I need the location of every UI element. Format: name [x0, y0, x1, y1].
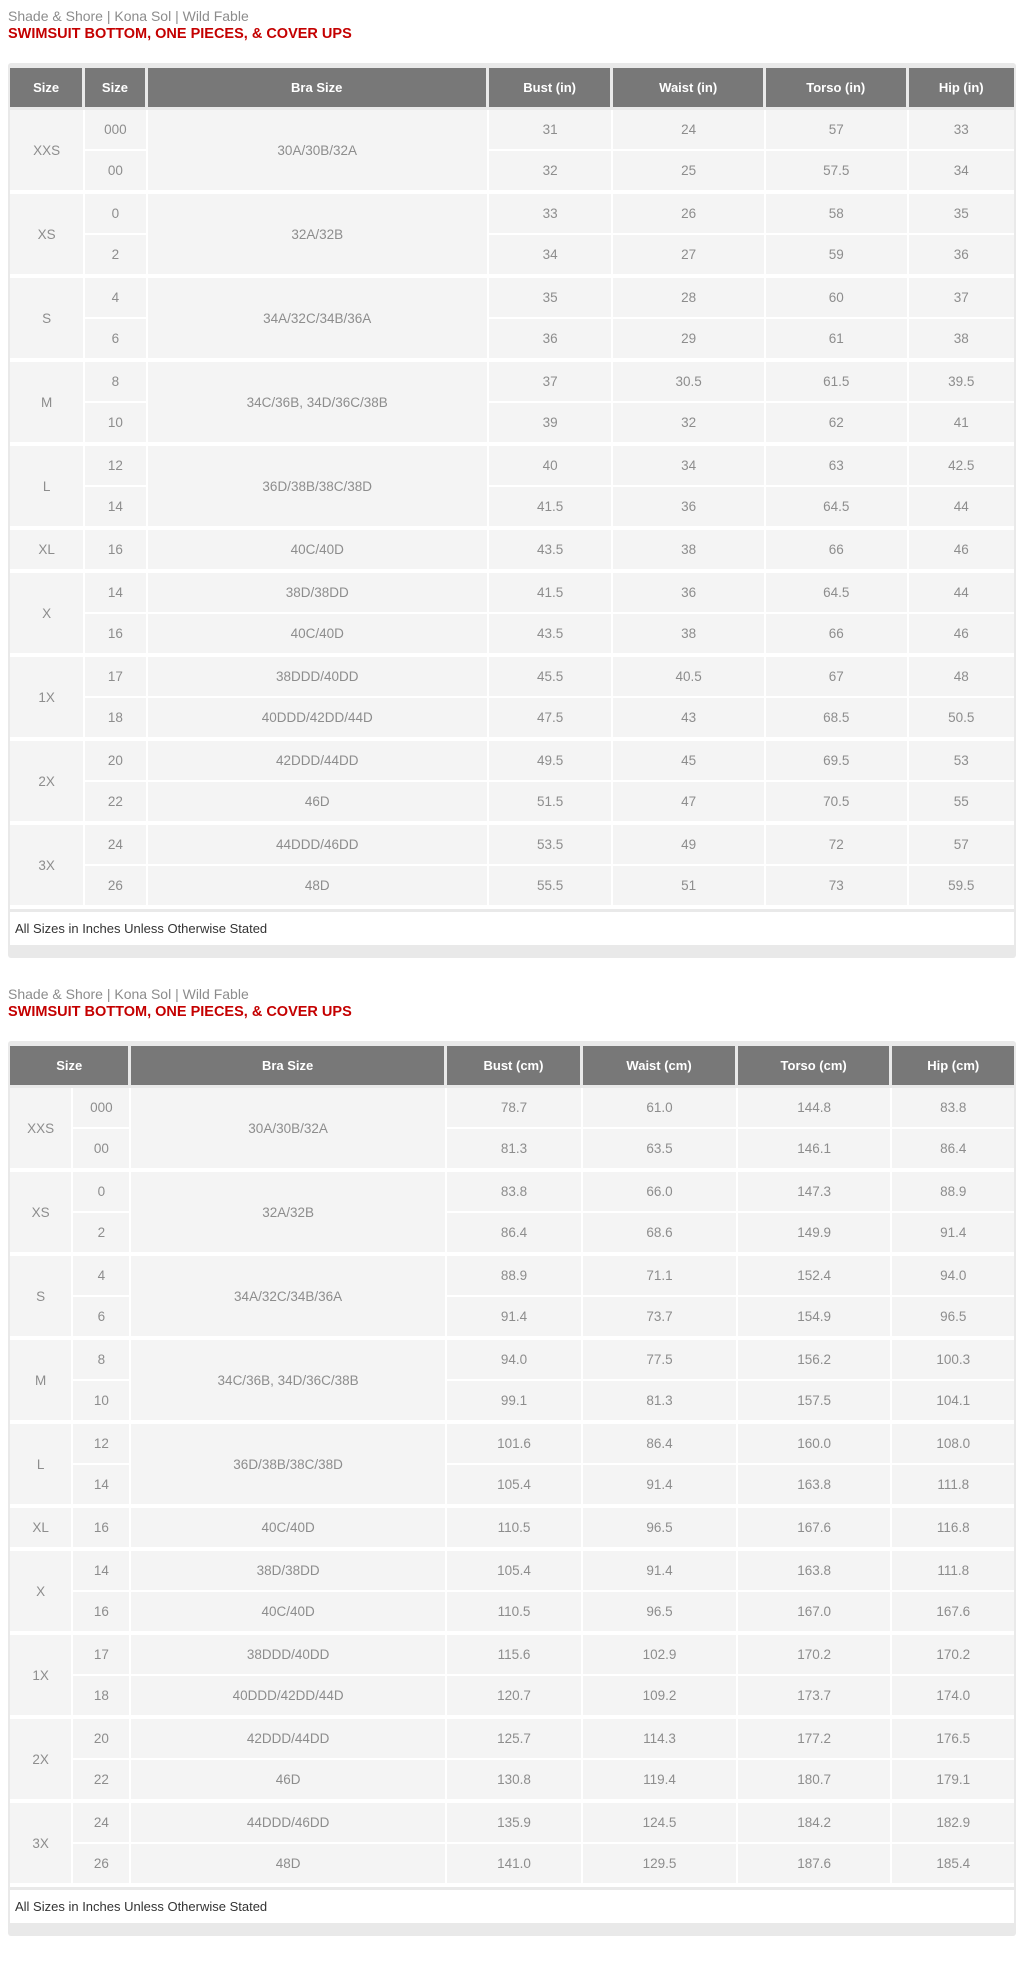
size-row [10, 1551, 1014, 1592]
hip-cell: 179.1 [892, 1760, 1014, 1803]
footer-note: All Sizes in Inches Unless Otherwise Stated [10, 1890, 1014, 1923]
waist-cell: 124.5 [583, 1803, 738, 1844]
numeric-size-cell: 16 [73, 1592, 131, 1635]
waist-cell: 73.7 [583, 1297, 738, 1340]
size-row [10, 1592, 1014, 1635]
bra-size-cell: 48D [131, 1844, 446, 1887]
bust-cell: 40 [489, 446, 613, 487]
torso-cell: 61.5 [766, 362, 909, 403]
column-header: Bra Size [148, 68, 489, 110]
size-row [10, 614, 1014, 657]
bust-cell: 110.5 [447, 1508, 584, 1551]
waist-cell: 28 [613, 278, 766, 319]
size-row [10, 825, 1014, 866]
numeric-size-cell: 22 [73, 1760, 131, 1803]
bust-cell: 43.5 [489, 530, 613, 573]
hip-cell: 83.8 [892, 1088, 1014, 1129]
waist-cell: 29 [613, 319, 766, 362]
torso-cell: 149.9 [738, 1213, 893, 1256]
size-group-cell: 3X [10, 825, 85, 909]
numeric-size-cell: 2 [85, 235, 147, 278]
torso-cell: 187.6 [738, 1844, 893, 1887]
waist-cell: 66.0 [583, 1172, 738, 1213]
bra-size-cell: 46D [148, 782, 489, 825]
bust-cell: 32 [489, 151, 613, 194]
torso-cell: 64.5 [766, 573, 909, 614]
numeric-size-cell: 000 [73, 1088, 131, 1129]
column-header: Bra Size [131, 1046, 446, 1088]
size-group-cell: 3X [10, 1803, 73, 1887]
numeric-size-cell: 18 [85, 698, 147, 741]
size-group-cell: M [10, 362, 85, 446]
bust-cell: 36 [489, 319, 613, 362]
size-row [10, 698, 1014, 741]
column-header: Hip (cm) [892, 1046, 1014, 1088]
size-row [10, 362, 1014, 403]
waist-cell: 114.3 [583, 1719, 738, 1760]
brand-line: Shade & Shore | Kona Sol | Wild Fable [8, 986, 249, 1002]
numeric-size-cell: 6 [85, 319, 147, 362]
torso-cell: 146.1 [738, 1129, 893, 1172]
torso-cell: 67 [766, 657, 909, 698]
bust-cell: 83.8 [447, 1172, 584, 1213]
size-row [10, 657, 1014, 698]
waist-cell: 61.0 [583, 1088, 738, 1129]
bust-cell: 88.9 [447, 1256, 584, 1297]
bust-cell: 141.0 [447, 1844, 584, 1887]
bra-size-cell: 44DDD/46DD [148, 825, 489, 866]
column-header: Waist (in) [613, 68, 766, 110]
hip-cell: 167.6 [892, 1592, 1014, 1635]
bust-cell: 130.8 [447, 1760, 584, 1803]
torso-cell: 57.5 [766, 151, 909, 194]
size-row [10, 1424, 1014, 1465]
torso-cell: 144.8 [738, 1088, 893, 1129]
hip-cell: 100.3 [892, 1340, 1014, 1381]
waist-cell: 38 [613, 530, 766, 573]
hip-cell: 174.0 [892, 1676, 1014, 1719]
bra-size-cell: 48D [148, 866, 489, 909]
bust-cell: 41.5 [489, 487, 613, 530]
hip-cell: 34 [909, 151, 1014, 194]
waist-cell: 91.4 [583, 1465, 738, 1508]
numeric-size-cell: 16 [85, 530, 147, 573]
size-row [10, 446, 1014, 487]
hip-cell: 38 [909, 319, 1014, 362]
bra-size-cell: 40C/40D [148, 614, 489, 657]
bra-size-cell: 36D/38B/38C/38D [131, 1424, 446, 1508]
bust-cell: 55.5 [489, 866, 613, 909]
size-row [10, 1635, 1014, 1676]
size-row [10, 1256, 1014, 1297]
size-group-cell: X [10, 573, 85, 657]
table-panel-cm [8, 1041, 1016, 1936]
size-chart-section-cm [8, 986, 1016, 1936]
waist-cell: 49 [613, 825, 766, 866]
hip-cell: 44 [909, 487, 1014, 530]
torso-cell: 73 [766, 866, 909, 909]
torso-cell: 61 [766, 319, 909, 362]
hip-cell: 53 [909, 741, 1014, 782]
waist-cell: 91.4 [583, 1551, 738, 1592]
bust-cell: 78.7 [447, 1088, 584, 1129]
numeric-size-cell: 4 [85, 278, 147, 319]
hip-cell: 55 [909, 782, 1014, 825]
hip-cell: 104.1 [892, 1381, 1014, 1424]
bra-size-cell: 40C/40D [148, 530, 489, 573]
torso-cell: 66 [766, 530, 909, 573]
numeric-size-cell: 20 [85, 741, 147, 782]
hip-cell: 94.0 [892, 1256, 1014, 1297]
size-row [10, 110, 1014, 151]
size-group-cell: X [10, 1551, 73, 1635]
hip-cell: 37 [909, 278, 1014, 319]
numeric-size-cell: 10 [73, 1381, 131, 1424]
hip-cell: 185.4 [892, 1844, 1014, 1887]
waist-cell: 38 [613, 614, 766, 657]
bust-cell: 33 [489, 194, 613, 235]
bra-size-cell: 40C/40D [131, 1508, 446, 1551]
torso-cell: 66 [766, 614, 909, 657]
size-group-cell: 1X [10, 657, 85, 741]
bust-cell: 115.6 [447, 1635, 584, 1676]
waist-cell: 68.6 [583, 1213, 738, 1256]
numeric-size-cell: 000 [85, 110, 147, 151]
hip-cell: 176.5 [892, 1719, 1014, 1760]
size-row [10, 278, 1014, 319]
waist-cell: 77.5 [583, 1340, 738, 1381]
waist-cell: 81.3 [583, 1381, 738, 1424]
waist-cell: 109.2 [583, 1676, 738, 1719]
size-row [10, 1172, 1014, 1213]
torso-cell: 177.2 [738, 1719, 893, 1760]
hip-cell: 108.0 [892, 1424, 1014, 1465]
size-group-cell: M [10, 1340, 73, 1424]
size-group-cell: XL [10, 1508, 73, 1551]
torso-cell: 167.0 [738, 1592, 893, 1635]
numeric-size-cell: 14 [85, 487, 147, 530]
numeric-size-cell: 14 [73, 1465, 131, 1508]
bust-cell: 31 [489, 110, 613, 151]
size-row [10, 866, 1014, 909]
torso-cell: 147.3 [738, 1172, 893, 1213]
size-group-cell: L [10, 446, 85, 530]
bra-size-cell: 38D/38DD [148, 573, 489, 614]
waist-cell: 40.5 [613, 657, 766, 698]
waist-cell: 102.9 [583, 1635, 738, 1676]
size-row [10, 1340, 1014, 1381]
waist-cell: 32 [613, 403, 766, 446]
bust-cell: 51.5 [489, 782, 613, 825]
size-group-cell: S [10, 278, 85, 362]
torso-cell: 58 [766, 194, 909, 235]
column-header: Size [10, 68, 85, 110]
bust-cell: 99.1 [447, 1381, 584, 1424]
bust-cell: 53.5 [489, 825, 613, 866]
waist-cell: 96.5 [583, 1508, 738, 1551]
hip-cell: 39.5 [909, 362, 1014, 403]
torso-cell: 173.7 [738, 1676, 893, 1719]
chart-title: SWIMSUIT BOTTOM, ONE PIECES, & COVER UPS [8, 26, 352, 42]
waist-cell: 45 [613, 741, 766, 782]
size-group-cell: XS [10, 194, 85, 278]
size-row [10, 573, 1014, 614]
hip-cell: 91.4 [892, 1213, 1014, 1256]
bra-size-cell: 40C/40D [131, 1592, 446, 1635]
size-row [10, 1508, 1014, 1551]
hip-cell: 111.8 [892, 1551, 1014, 1592]
bra-size-cell: 38D/38DD [131, 1551, 446, 1592]
numeric-size-cell: 24 [85, 825, 147, 866]
bust-cell: 125.7 [447, 1719, 584, 1760]
torso-cell: 63 [766, 446, 909, 487]
hip-cell: 170.2 [892, 1635, 1014, 1676]
chart-title: SWIMSUIT BOTTOM, ONE PIECES, & COVER UPS [8, 1004, 352, 1020]
waist-cell: 86.4 [583, 1424, 738, 1465]
size-row [10, 782, 1014, 825]
torso-cell: 157.5 [738, 1381, 893, 1424]
numeric-size-cell: 12 [85, 446, 147, 487]
torso-cell: 167.6 [738, 1508, 893, 1551]
bra-size-cell: 34A/32C/34B/36A [131, 1256, 446, 1340]
size-row [10, 1803, 1014, 1844]
numeric-size-cell: 10 [85, 403, 147, 446]
size-group-cell: 2X [10, 1719, 73, 1803]
torso-cell: 163.8 [738, 1551, 893, 1592]
size-group-cell: L [10, 1424, 73, 1508]
waist-cell: 36 [613, 487, 766, 530]
size-group-cell: S [10, 1256, 73, 1340]
hip-cell: 46 [909, 530, 1014, 573]
bust-cell: 105.4 [447, 1551, 584, 1592]
bust-cell: 135.9 [447, 1803, 584, 1844]
bra-size-cell: 30A/30B/32A [148, 110, 489, 194]
waist-cell: 24 [613, 110, 766, 151]
torso-cell: 156.2 [738, 1340, 893, 1381]
column-header: Waist (cm) [583, 1046, 738, 1088]
numeric-size-cell: 00 [73, 1129, 131, 1172]
bra-size-cell: 34C/36B, 34D/36C/38B [148, 362, 489, 446]
table-panel-inches [8, 63, 1016, 958]
torso-cell: 152.4 [738, 1256, 893, 1297]
torso-cell: 59 [766, 235, 909, 278]
bra-size-cell: 40DDD/42DD/44D [148, 698, 489, 741]
bust-cell: 35 [489, 278, 613, 319]
hip-cell: 116.8 [892, 1508, 1014, 1551]
hip-cell: 44 [909, 573, 1014, 614]
hip-cell: 96.5 [892, 1297, 1014, 1340]
size-row [10, 741, 1014, 782]
hip-cell: 48 [909, 657, 1014, 698]
bra-size-cell: 46D [131, 1760, 446, 1803]
torso-cell: 170.2 [738, 1635, 893, 1676]
numeric-size-cell: 16 [73, 1508, 131, 1551]
size-group-cell: XL [10, 530, 85, 573]
numeric-size-cell: 18 [73, 1676, 131, 1719]
bust-cell: 91.4 [447, 1297, 584, 1340]
numeric-size-cell: 6 [73, 1297, 131, 1340]
waist-cell: 47 [613, 782, 766, 825]
torso-cell: 180.7 [738, 1760, 893, 1803]
numeric-size-cell: 24 [73, 1803, 131, 1844]
torso-cell: 184.2 [738, 1803, 893, 1844]
size-row [10, 530, 1014, 573]
bust-cell: 49.5 [489, 741, 613, 782]
bust-cell: 47.5 [489, 698, 613, 741]
size-group-cell: 2X [10, 741, 85, 825]
size-table-cm [10, 1046, 1014, 1887]
header-row [10, 1046, 1014, 1088]
torso-cell: 72 [766, 825, 909, 866]
numeric-size-cell: 17 [73, 1635, 131, 1676]
torso-cell: 163.8 [738, 1465, 893, 1508]
bust-cell: 94.0 [447, 1340, 584, 1381]
hip-cell: 182.9 [892, 1803, 1014, 1844]
numeric-size-cell: 8 [73, 1340, 131, 1381]
bra-size-cell: 38DDD/40DD [148, 657, 489, 698]
bra-size-cell: 32A/32B [131, 1172, 446, 1256]
hip-cell: 88.9 [892, 1172, 1014, 1213]
hip-cell: 36 [909, 235, 1014, 278]
bust-cell: 86.4 [447, 1213, 584, 1256]
size-row [10, 1676, 1014, 1719]
column-header: Size [85, 68, 147, 110]
size-table-inches [10, 68, 1014, 909]
bust-cell: 37 [489, 362, 613, 403]
bra-size-cell: 38DDD/40DD [131, 1635, 446, 1676]
size-chart-section-inches [8, 8, 1016, 958]
bra-size-cell: 34C/36B, 34D/36C/38B [131, 1340, 446, 1424]
hip-cell: 35 [909, 194, 1014, 235]
numeric-size-cell: 0 [85, 194, 147, 235]
header-row [10, 68, 1014, 110]
torso-cell: 154.9 [738, 1297, 893, 1340]
hip-cell: 111.8 [892, 1465, 1014, 1508]
hip-cell: 41 [909, 403, 1014, 446]
waist-cell: 36 [613, 573, 766, 614]
bust-cell: 43.5 [489, 614, 613, 657]
torso-cell: 64.5 [766, 487, 909, 530]
size-row [10, 1088, 1014, 1129]
bra-size-cell: 32A/32B [148, 194, 489, 278]
hip-cell: 50.5 [909, 698, 1014, 741]
waist-cell: 63.5 [583, 1129, 738, 1172]
column-header: Bust (cm) [447, 1046, 584, 1088]
waist-cell: 96.5 [583, 1592, 738, 1635]
numeric-size-cell: 00 [85, 151, 147, 194]
waist-cell: 34 [613, 446, 766, 487]
torso-cell: 60 [766, 278, 909, 319]
bra-size-cell: 42DDD/44DD [131, 1719, 446, 1760]
numeric-size-cell: 16 [85, 614, 147, 657]
bust-cell: 110.5 [447, 1592, 584, 1635]
bra-size-cell: 30A/30B/32A [131, 1088, 446, 1172]
size-group-cell: XXS [10, 110, 85, 194]
torso-cell: 62 [766, 403, 909, 446]
waist-cell: 71.1 [583, 1256, 738, 1297]
hip-cell: 59.5 [909, 866, 1014, 909]
bust-cell: 120.7 [447, 1676, 584, 1719]
footer-note: All Sizes in Inches Unless Otherwise Stated [10, 912, 1014, 945]
waist-cell: 51 [613, 866, 766, 909]
waist-cell: 43 [613, 698, 766, 741]
bust-cell: 101.6 [447, 1424, 584, 1465]
numeric-size-cell: 14 [85, 573, 147, 614]
hip-cell: 57 [909, 825, 1014, 866]
torso-cell: 70.5 [766, 782, 909, 825]
size-group-cell: XXS [10, 1088, 73, 1172]
page [0, 8, 1024, 1936]
column-header: Bust (in) [489, 68, 613, 110]
brand-line: Shade & Shore | Kona Sol | Wild Fable [8, 8, 249, 24]
numeric-size-cell: 26 [85, 866, 147, 909]
bust-cell: 105.4 [447, 1465, 584, 1508]
waist-cell: 129.5 [583, 1844, 738, 1887]
bust-cell: 41.5 [489, 573, 613, 614]
torso-cell: 69.5 [766, 741, 909, 782]
bust-cell: 39 [489, 403, 613, 446]
column-header: Torso (in) [766, 68, 909, 110]
column-header: Hip (in) [909, 68, 1014, 110]
numeric-size-cell: 0 [73, 1172, 131, 1213]
hip-cell: 42.5 [909, 446, 1014, 487]
bust-cell: 34 [489, 235, 613, 278]
size-row [10, 1844, 1014, 1887]
numeric-size-cell: 14 [73, 1551, 131, 1592]
torso-cell: 160.0 [738, 1424, 893, 1465]
numeric-size-cell: 20 [73, 1719, 131, 1760]
waist-cell: 30.5 [613, 362, 766, 403]
numeric-size-cell: 8 [85, 362, 147, 403]
size-group-cell: 1X [10, 1635, 73, 1719]
hip-cell: 33 [909, 110, 1014, 151]
hip-cell: 86.4 [892, 1129, 1014, 1172]
bust-cell: 81.3 [447, 1129, 584, 1172]
hip-cell: 46 [909, 614, 1014, 657]
waist-cell: 119.4 [583, 1760, 738, 1803]
numeric-size-cell: 26 [73, 1844, 131, 1887]
waist-cell: 26 [613, 194, 766, 235]
bra-size-cell: 34A/32C/34B/36A [148, 278, 489, 362]
numeric-size-cell: 2 [73, 1213, 131, 1256]
torso-cell: 68.5 [766, 698, 909, 741]
column-header: Size [10, 1046, 131, 1088]
numeric-size-cell: 12 [73, 1424, 131, 1465]
bust-cell: 45.5 [489, 657, 613, 698]
torso-cell: 57 [766, 110, 909, 151]
bra-size-cell: 40DDD/42DD/44D [131, 1676, 446, 1719]
size-row [10, 1719, 1014, 1760]
bra-size-cell: 36D/38B/38C/38D [148, 446, 489, 530]
numeric-size-cell: 17 [85, 657, 147, 698]
numeric-size-cell: 22 [85, 782, 147, 825]
numeric-size-cell: 4 [73, 1256, 131, 1297]
waist-cell: 27 [613, 235, 766, 278]
size-row [10, 1760, 1014, 1803]
size-group-cell: XS [10, 1172, 73, 1256]
column-header: Torso (cm) [738, 1046, 893, 1088]
waist-cell: 25 [613, 151, 766, 194]
bra-size-cell: 44DDD/46DD [131, 1803, 446, 1844]
bra-size-cell: 42DDD/44DD [148, 741, 489, 782]
size-row [10, 194, 1014, 235]
